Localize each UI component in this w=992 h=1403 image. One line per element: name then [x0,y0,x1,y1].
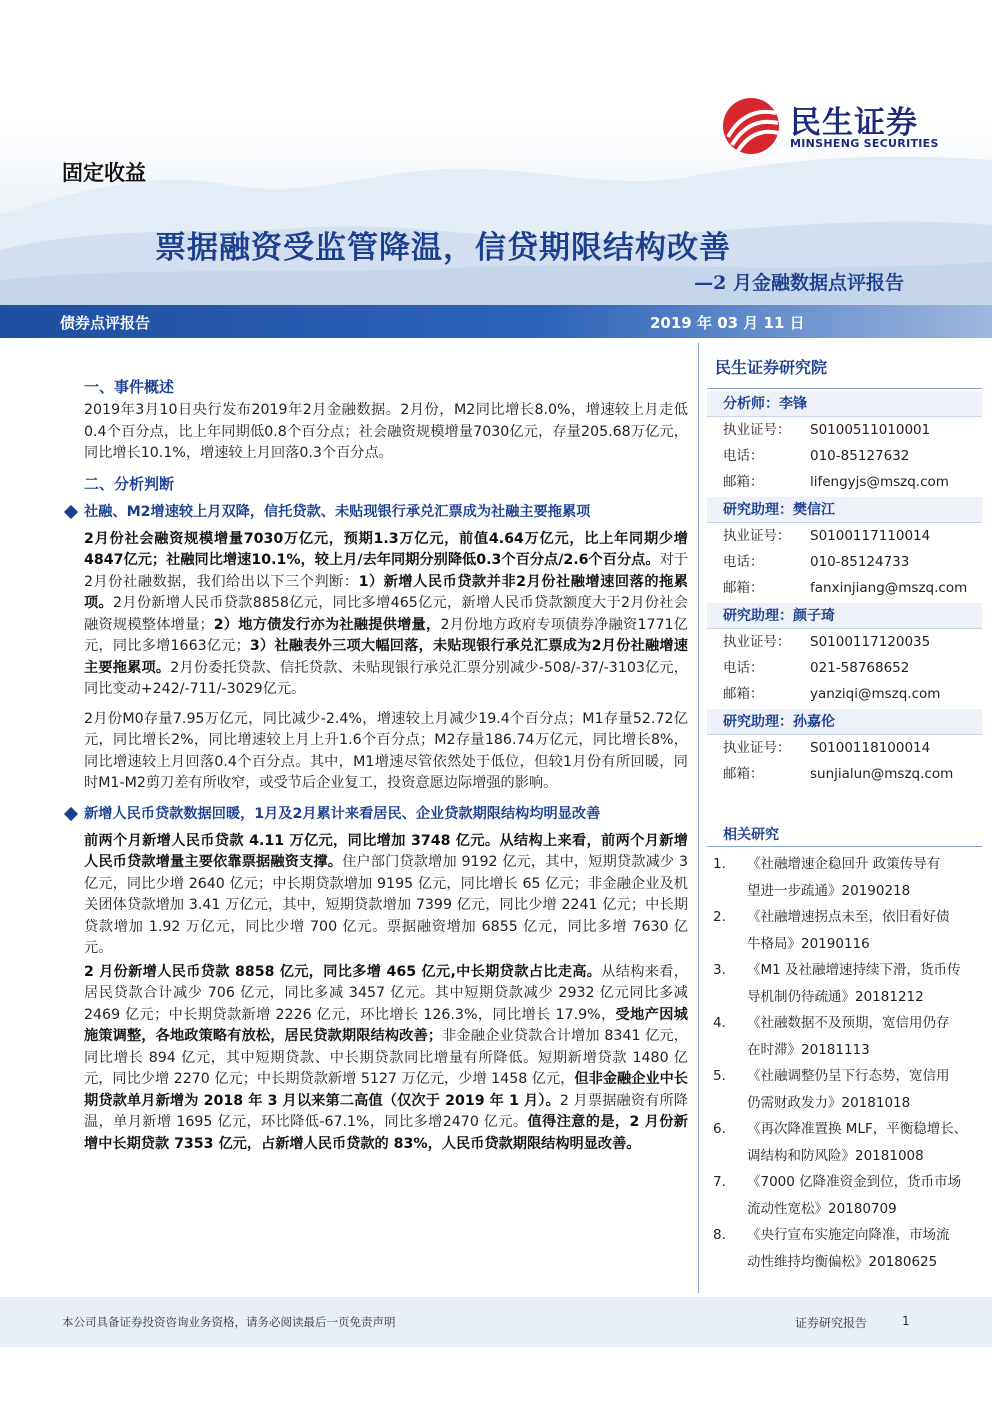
text: 非金融企业贷款合计增加 8341 亿元，同比增长 894 亿元，其中短期贷款、中长期贷款同比增量有所降低。短期新增贷款 1480 亿元，同比少增 2270 亿元；中长期贷款新增 5127 万亿元，少增 1458 亿元， [84,1028,688,1087]
analyst-info-row [707,735,982,761]
bullet-heading-1 [62,501,688,523]
item-number: 5. [713,1068,726,1084]
info-label: 电话： [723,448,764,464]
main-content [84,376,688,1155]
bold-text: 2 月份新增人民币贷款 8858 亿元，同比多增 465 亿元,中长期贷款占比走高。 [84,963,602,980]
item-number: 3. [713,962,726,978]
item-title-line: 导机制仍待疏通》20181212 [747,988,924,1005]
analyst-info-row [707,443,982,469]
report-title: 票据融资受监管降温，信贷期限结构改善 [155,230,731,266]
related-research-item [707,1063,982,1116]
bold-text: 2）地方债发行亦为社融提供增量， [213,616,441,633]
text: 2月份地方政府专项债券净融资1771亿元，同比多增1663亿元； [84,616,688,654]
item-title-line: 牛格局》20190116 [747,935,870,952]
item-title-line: 《7000 亿降准资金到位，货币市场 [747,1174,962,1190]
page-number: 1 [902,1314,910,1328]
analyst-info-row [707,655,982,681]
related-research-item [707,1116,982,1169]
info-label: 邮箱： [723,686,764,702]
item-number: 8. [713,1227,726,1243]
item-number: 2. [713,909,726,925]
section-title-overview: 一、事件概述 [84,378,175,396]
analyst-list [707,391,982,787]
item-title-line: 《央行宣布实施定向降准，市场流 [747,1227,950,1243]
bold-text: 3）社融表外三项大幅回落，未贴现银行承兑汇票成为2月份社融增速主要拖累项。 [84,638,688,676]
info-value: lifengyjs@mszq.com [810,474,949,490]
analysis-paragraph-4 [84,962,688,1156]
item-title-line: 《社融数据不及预期，宽信用仍存 [747,1015,950,1031]
report-category: 固定收益 [62,160,146,185]
footer-label: 证券研究报告 [795,1316,868,1330]
item-title-line: 动性维持均衡偏松》20180625 [747,1253,938,1270]
related-research-item [707,851,982,904]
analyst-info-row [707,681,982,707]
footer [0,1297,992,1347]
company-logo [720,97,960,157]
report-type: 债券点评报告 [60,314,151,332]
text: 2 月票据融资有所降温，单月新增 1695 亿元，环比降低-67.1%，同比多增2470 亿元。 [84,1092,688,1130]
section-title-analysis: 二、分析判断 [84,474,175,493]
logo-text-en: MINSHENG SECURITIES [790,137,939,150]
text: 对于2月份社融数据，我们给出以下三个判断： [84,552,688,590]
text: 住户部门贷款增加 9192 亿元，其中，短期贷款减少 3 亿元，同比少增 2640 亿元；中长期贷款增加 9195 亿元，同比增长 65 亿元；非金融企业及机关团体贷款增加 3.41 万亿元，其中，短期贷款增加 7399 亿元，同比少增 2241 亿元；中长期贷款增加 1.92 万亿元，同比少增 700 亿元。票据融资增加 6855 亿元，同比多增 7630 亿元。 [84,854,688,956]
related-research-item [707,957,982,1010]
bold-text: 受地产因城施策调整，各地政策略有放松，居民贷款期限结构改善； [84,1006,688,1044]
item-title-line: 《社融增速企稳回升 政策传导有 [747,856,941,872]
info-value: fanxinjiang@mszq.com [810,580,968,596]
bold-text: 1）新增人民币贷款并非2月份社融增速回落的拖累项。 [84,573,688,611]
item-number: 1. [713,856,726,872]
sidebar [707,343,982,1275]
info-value: 010-85124733 [810,554,910,570]
item-title-line: 望进一步疏通》20190218 [747,882,911,899]
logo-text-cn: 民生证券 [790,105,918,141]
analyst-heading: 研究助理：孙嘉伦 [707,709,982,735]
analyst-info-row [707,761,982,787]
report-date: 2019 年 03 月 11 日 [650,314,805,332]
footer-disclaimer: 本公司具备证券投资咨询业务资格，请务必阅读最后一页免责声明 [62,1315,396,1329]
info-label: 执业证号： [723,634,791,650]
header-bar [0,305,992,338]
info-value: S0100511010001 [810,422,931,438]
item-number: 6. [713,1121,726,1137]
item-title-line: 《M1 及社融增速持续下滑，货币传 [747,962,961,978]
column-divider [698,343,699,1293]
info-value: sunjialun@mszq.com [810,766,954,782]
info-label: 邮箱： [723,474,764,490]
text: 从结构来看，居民贷款合计减少 706 亿元，同比多减 3457 亿元。其中短期贷款减少 2932 亿元同比多减 2469 亿元；中长期贷款新增 2226 亿元，环比增长 126.3%，同比增长 17.9%， [84,963,688,1023]
related-research-title: 相关研究 [707,823,982,847]
analyst-info-row [707,575,982,601]
info-value: 021-58768652 [810,660,910,676]
info-value: 010-85127632 [810,448,910,464]
report-subtitle: —2 月金融数据点评报告 [694,272,904,294]
analyst-info-row [707,523,982,549]
bullet-heading-2-text: 新增人民币贷款数据回暖，1月及2月累计来看居民、企业贷款期限结构均明显改善 [84,805,601,822]
info-label: 电话： [723,660,764,676]
text: 2月份新增人民币贷款8858亿元，同比多增465亿元，新增人民币贷款额度大于2月份社会融资规模整体增量； [84,595,688,633]
bullet-heading-1-text: 社融、M2增速较上月双降，信托贷款、未贴现银行承兑汇票成为社融主要拖累项 [84,503,591,520]
related-research-list [707,851,982,1275]
related-research-item [707,904,982,957]
analysis-paragraph-1 [84,529,688,701]
item-title-line: 《社融调整仍呈下行态势，宽信用 [747,1068,950,1084]
bold-text: 前两个月新增人民币贷款 4.11 万亿元，同比增加 3748 亿元。从结构上来看，前两个月新增人民币贷款增量主要依靠票据融资支撑。 [84,832,688,870]
item-title-line: 在时滞》20181113 [747,1041,870,1058]
analyst-heading: 分析师：李锋 [707,391,982,417]
info-value: yanziqi@mszq.com [810,686,941,702]
bold-text: 值得注意的是，2 月份新增中长期贷款 7353 亿元，占新增人民币贷款的 83%，人民币贷款期限结构明显改善。 [84,1114,688,1152]
info-label: 邮箱： [723,580,764,596]
info-value: S0100117120035 [810,634,931,650]
info-label: 执业证号： [723,422,791,438]
analyst-info-row [707,469,982,495]
info-label: 执业证号： [723,528,791,544]
overview-paragraph: 2019年3月10日央行发布2019年2月金融数据。2月份，M2同比增长8.0%，增速较上月走低0.4个百分点，比上年同期低0.8个百分点；社会融资规模增量7030亿元，存量205.68万亿元，同比增长10.1%，增速较上月回落0.3个百分点。 [84,402,688,461]
info-value: S0100118100014 [810,740,931,756]
analyst-heading: 研究助理：樊信江 [707,497,982,523]
related-research-item [707,1169,982,1222]
analyst-info-row [707,549,982,575]
related-research-item [707,1222,982,1275]
analyst-info-row [707,417,982,443]
bold-text: 但非金融企业中长期贷款单月新增为 2018 年 3 月以来第二高值（仅次于 2019 年 1 月）。 [84,1071,688,1109]
info-value: S0100117110014 [810,528,931,544]
item-number: 7. [713,1174,726,1190]
institute-name: 民生证券研究院 [707,343,982,389]
analyst-info-row [707,629,982,655]
item-number: 4. [713,1015,726,1031]
info-label: 执业证号： [723,740,791,756]
item-title-line: 《再次降准置换 MLF，平衡稳增长、 [747,1121,968,1137]
minsheng-logo-icon [720,97,782,155]
analysis-paragraph-2: 2月份M0存量7.95万亿元，同比减少-2.4%，增速较上月减少19.4个百分点；M1存量52.72亿元，同比增长2%，同比增速较上月上升1.6个百分点；M2存量186.74万亿元，同比增长8%，同比增速较上月回落0.4个百分点。其中，M1增速尽管依然处于低位，但较1月份有所回暖，同时M1-M2剪刀差有所收窄，或受节后企业复工，投资意愿边际增强的影响。 [84,710,688,791]
info-label: 邮箱： [723,766,764,782]
item-title-line: 《社融增速拐点未至，依旧看好债 [747,909,950,925]
bold-text: 2月份社会融资规模增量7030万亿元，预期1.3万亿元，前值4.64万亿元，比上年同期少增4847亿元；社融同比增速10.1%，较上月/去年同期分别降低0.3个百分点/2.6个百分点。 [84,530,688,568]
bullet-heading-2 [62,803,688,825]
info-label: 电话： [723,554,764,570]
item-title-line: 调结构和防风险》20181008 [747,1147,924,1164]
analyst-heading: 研究助理：颜子琦 [707,603,982,629]
diamond-bullet-icon [64,806,78,820]
analysis-paragraph-3 [84,831,688,960]
item-title-line: 流动性宽松》20180709 [747,1200,897,1217]
text: 2月份委托贷款、信托贷款、未贴现银行承兑汇票分别减少-508/-37/-3103亿元，同比变动+242/-711/-3029亿元。 [84,659,688,697]
related-research-item [707,1010,982,1063]
diamond-bullet-icon [64,504,78,518]
item-title-line: 仍需财政发力》20181018 [747,1094,911,1111]
